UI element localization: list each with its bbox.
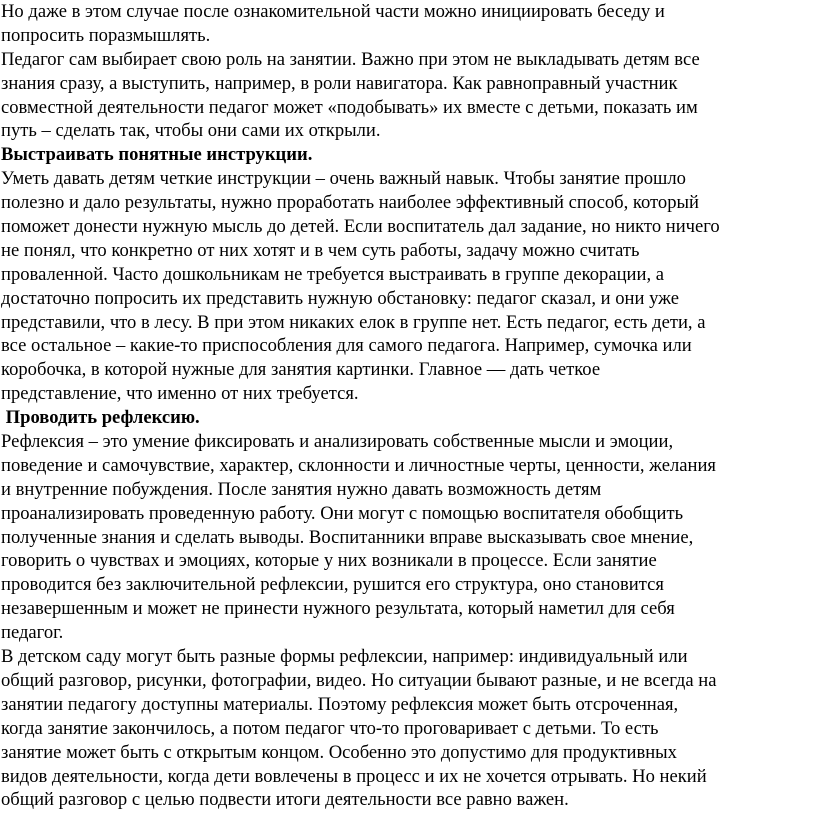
text-line: проводится без заключительной рефлексии, рушится его структура, оно становится: [1, 574, 664, 596]
reflection-forms-paragraph: [1, 645, 812, 812]
heading-instructions: Выстраивать понятные инструкции.: [1, 144, 313, 166]
text-line: поможет донести нужную мысль до детей. Если воспитатель дал задание, но никто ничего: [1, 216, 720, 238]
text-line: Педагог сам выбирает свою роль на занятии. Важно при этом не выкладывать детям все: [1, 48, 700, 70]
text-line: видов деятельности, когда дети вовлечены в процесс и их не хочется отрывать. Но некий: [1, 765, 707, 787]
text-line: представили, что в лесу. В при этом никаких елок в группе нет. Есть педагог, есть дети, а: [1, 311, 706, 333]
text-line: достаточно попросить их представить нужную обстановку: педагог сказал, и они уже: [1, 287, 679, 309]
text-line: Рефлексия – это умение фиксировать и анализировать собственные мысли и эмоции,: [1, 431, 674, 453]
text-line: Но даже в этом случае после ознакомительной части можно инициировать беседу и: [1, 1, 665, 22]
text-line: коробочка, в которой нужные для занятия картинки. Главное — дать четкое: [1, 359, 601, 381]
text-line: проанализировать проведенную работу. Они могут с помощью воспитателя обобщить: [1, 502, 684, 524]
instructions-paragraph: [1, 167, 812, 406]
text-line: незавершенным и может не принести нужного результата, который наметил для себя: [1, 598, 675, 620]
text-line: педагог.: [1, 622, 64, 644]
intro-paragraph: [1, 0, 812, 48]
text-line: полезно и дало результаты, нужно проработать наиболее эффективный способ, который: [1, 192, 699, 214]
reflection-paragraph: [1, 430, 812, 645]
text-line: и внутренние побуждения. После занятия нужно давать возможность детям: [1, 478, 602, 500]
text-line: когда занятие закончилось, а потом педагог что-то проговаривает с детьми. То есть: [1, 717, 659, 739]
heading-reflection: Проводить рефлексию.: [1, 407, 200, 429]
text-line: Уметь давать детям четкие инструкции – очень важный навык. Чтобы занятие прошло: [1, 168, 686, 190]
text-line: общий разговор с целью подвести итоги деятельности все равно важен.: [1, 789, 569, 811]
text-line: представление, что именно от них требуется.: [1, 383, 359, 405]
text-line: В детском саду могут быть разные формы рефлексии, например: индивидуальный или: [1, 646, 688, 668]
text-line: общий разговор, рисунки, фотографии, видео. Но ситуации бывают разные, и не всегда на: [1, 669, 717, 691]
text-line: знания сразу, а выступить, например, в роли навигатора. Как равноправный участник: [1, 72, 678, 94]
text-line: все остальное – какие-то приспособления для самого педагога. Например, сумочка или: [1, 335, 692, 357]
teacher-role-paragraph: [1, 48, 812, 144]
text-line: попросить поразмышлять.: [1, 24, 211, 46]
text-line: занятии педагогу доступны материалы. Поэтому рефлексия может быть отсроченная,: [1, 693, 679, 715]
text-line: занятие может быть с открытым концом. Особенно это допустимо для продуктивных: [1, 741, 677, 763]
text-line: не понял, что конкретно от них хотят и в чем суть работы, задачу можно считать: [1, 239, 640, 261]
text-line: поведение и самочувствие, характер, склонности и личностные черты, ценности, желания: [1, 454, 716, 476]
text-line: проваленной. Часто дошкольникам не требуется выстраивать в группе декорации, а: [1, 263, 664, 285]
text-line: путь – сделать так, чтобы они сами их открыли.: [1, 120, 381, 142]
text-line: полученные знания и сделать выводы. Воспитанники вправе высказывать свое мнение,: [1, 526, 694, 548]
text-line: говорить о чувствах и эмоциях, которые у них возникали в процессе. Если занятие: [1, 550, 657, 572]
text-line: совместной деятельности педагог может «подобывать» их вместе с детьми, показать им: [1, 96, 698, 118]
